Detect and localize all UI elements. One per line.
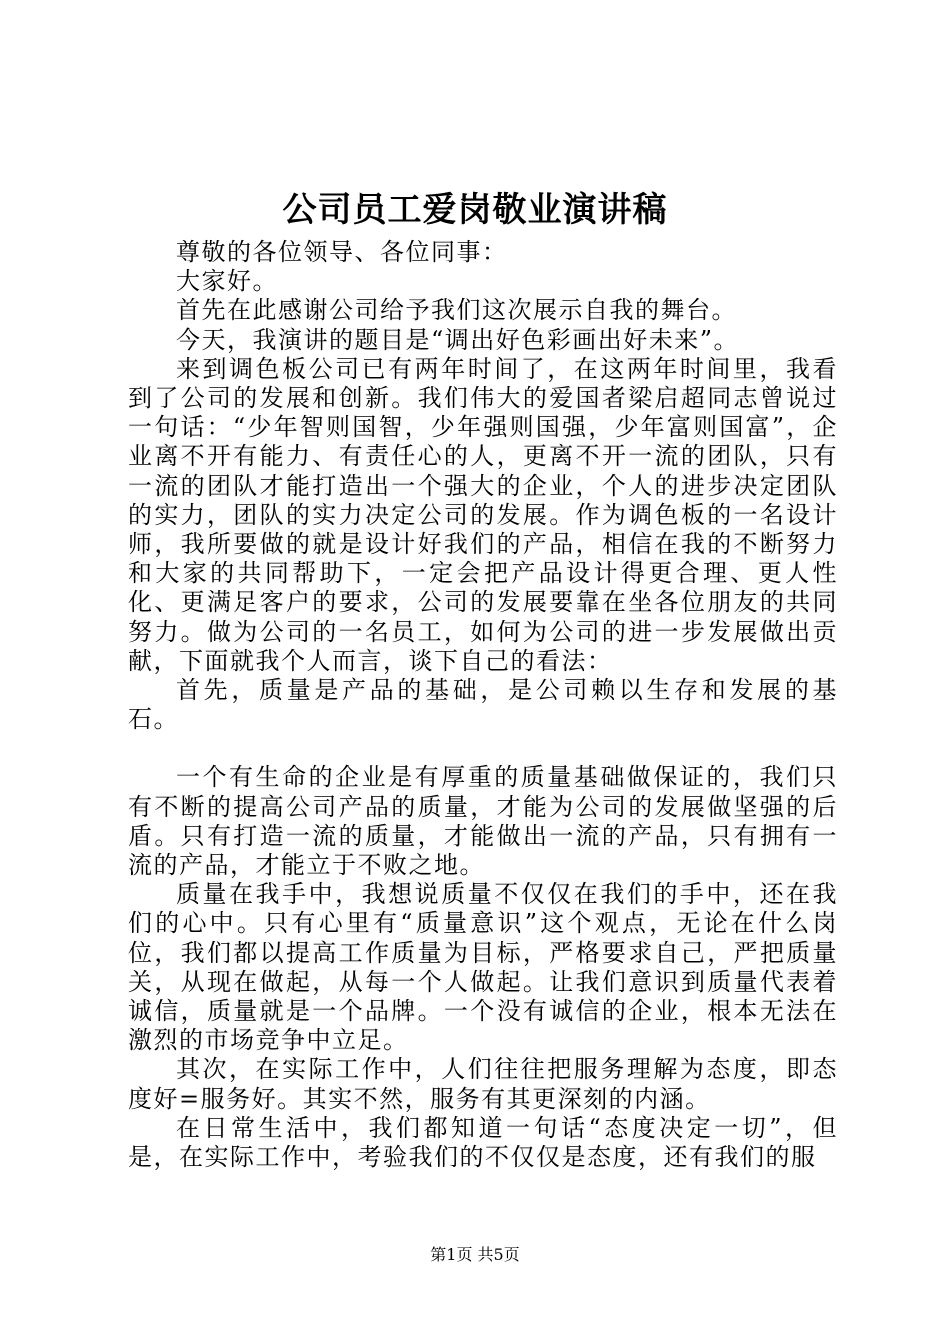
paragraph-greeting: 大家好。 bbox=[176, 267, 278, 296]
paragraph-introduction: 来到调色板公司已有两年时间了，在这两年时间里，我看到了公司的发展和创新。我们伟大的爱国者梁启超同志曾说过一句话：“少年智则国智，少年强则国强，少年富则国富”，企业离不开有能力、有责任心的人，更离不开一流的团队，只有一流的团队才能打造出一个强大的企业，个人的进步决定团队的实力，团队的实力决定公司的发展。作为调色板的一名设计师，我所要做的就是设计好我们的产品，相信在我的不断努力和大家的共同帮助下，一定会把产品设计得更合理、更人性化、更满足客户的要求，公司的发展要靠在坐各位朋友的共同努力。做为公司的一名员工，如何为公司的进一步发展做出贡献，下面就我个人而言，谈下自己的看法： bbox=[128, 354, 838, 675]
paragraph-service-heading: 其次，在实际工作中，人们往往把服务理解为态度，即态度好=服务好。其实不然，服务有其更深刻的内涵。 bbox=[128, 1055, 838, 1113]
paragraph-thanks: 首先在此感谢公司给予我们这次展示自我的舞台。 bbox=[176, 296, 737, 325]
paragraph-topic: 今天，我演讲的题目是“调出好色彩画出好未来”。 bbox=[176, 325, 740, 354]
document-body bbox=[128, 238, 838, 1172]
paragraph-salutation: 尊敬的各位领导、各位同事： bbox=[176, 238, 508, 266]
document-title: 公司员工爱岗敬业演讲稿 bbox=[282, 190, 668, 230]
paragraph-quality-heading: 首先，质量是产品的基础，是公司赖以生存和发展的基石。 bbox=[128, 676, 838, 734]
paragraph-service-attitude: 在日常生活中，我们都知道一句话“态度决定一切”，但是，在实际工作中，考验我们的不仅仅是态度，还有我们的服 bbox=[128, 1113, 838, 1172]
paragraph-quality-in-hand: 质量在我手中，我想说质量不仅仅在我们的手中，还在我们的心中。只有心里有“质量意识”这个观点，无论在什么岗位，我们都以提高工作质量为目标，严格要求自己，严把质量关，从现在做起，从每一个人做起。让我们意识到质量代表着诚信，质量就是一个品牌。一个没有诚信的企业，根本无法在激烈的市场竞争中立足。 bbox=[128, 880, 838, 1055]
paragraph-quality-foundation: 一个有生命的企业是有厚重的质量基础做保证的，我们只有不断的提高公司产品的质量，才能为公司的发展做坚强的后盾。只有打造一流的质量，才能做出一流的产品，只有拥有一流的产品，才能立于不败之地。 bbox=[128, 763, 838, 880]
page-number-footer: 第1页 共5页 bbox=[430, 1245, 520, 1264]
